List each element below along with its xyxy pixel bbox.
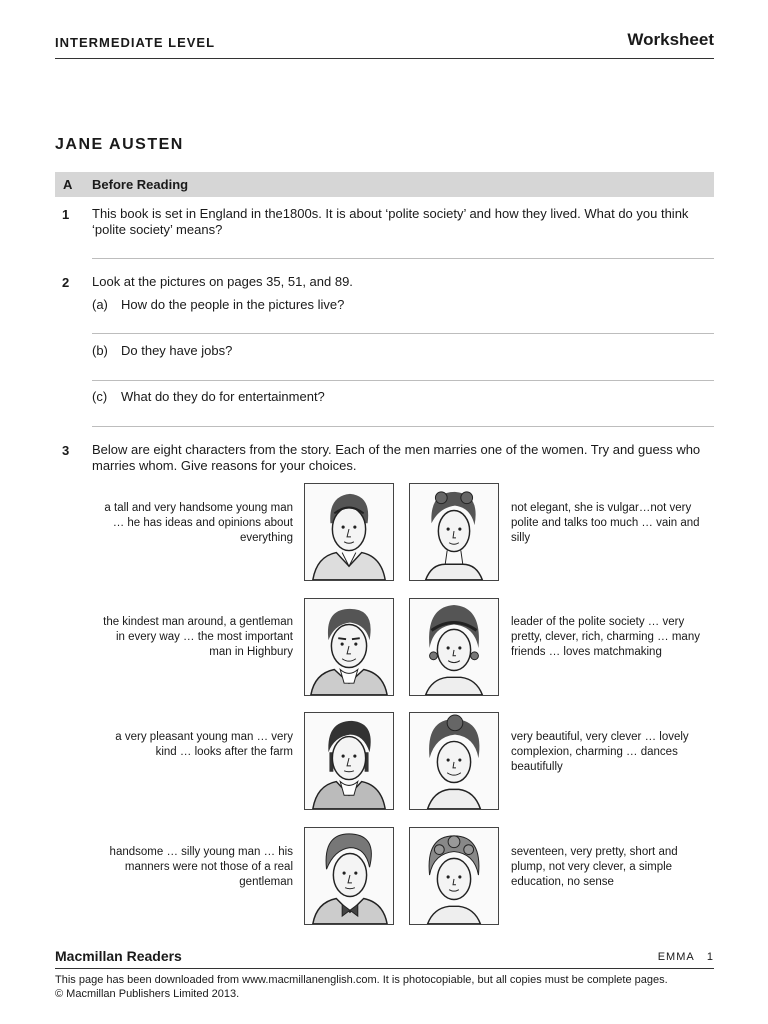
woman-portrait-icon [410,599,498,695]
man-portrait-icon [305,484,393,580]
page-number: 1 [706,951,714,963]
question-1-number: 1 [62,207,70,222]
woman-3-description: very beautiful, very clever … lovely complexion, charming … dances beautifully [511,731,689,773]
page-header [55,28,714,59]
question-2c-label: (c) [92,389,108,404]
woman-portrait-icon [410,484,498,580]
man-portrait-4 [304,827,394,925]
man-portrait-3 [304,712,394,810]
answer-line[interactable] [92,258,714,259]
question-1-text: This book is set in England in the1800s. It is about ‘polite society’ and how they lived. What do you think ‘polite society’ means? [92,206,689,237]
copyright-notice: © Macmillan Publishers Limited 2013. [55,988,240,1000]
footer-note [55,973,725,1001]
man-portrait-1 [304,483,394,581]
footer-divider [55,968,714,969]
answer-line[interactable] [92,333,714,334]
question-3-number: 3 [62,443,70,458]
question-2a-text: How do the people in the pictures live? [121,297,345,312]
page-title: JANE AUSTEN [55,136,184,153]
woman-portrait-1 [409,483,499,581]
question-2-text: Look at the pictures on pages 35, 51, and 89. [92,274,353,289]
section-letter: A [63,177,73,192]
man-portrait-2 [304,598,394,696]
question-3-text: Below are eight characters from the story. Each of the men marries one of the women. Try and guess who marries whom. Give reasons for your choices. [92,442,701,473]
level-label: INTERMEDIATE LEVEL [55,35,216,50]
man-portrait-icon [305,828,393,924]
man-4-description: handsome … silly young man … his manners were not those of a real gentleman [109,846,293,888]
download-notice: This page has been downloaded from www.macmillanenglish.com. It is photocopiable, but all copies must be complete pages. [55,974,668,986]
question-2b-label: (b) [92,343,108,358]
answer-line[interactable] [92,426,714,427]
woman-portrait-4 [409,827,499,925]
man-3-description: a very pleasant young man … very kind … looks after the farm [115,731,293,758]
woman-portrait-2 [409,598,499,696]
question-2b-text: Do they have jobs? [121,343,233,358]
woman-1-description: not elegant, she is vulgar…not very polite and talks too much … vain and silly [511,502,700,544]
woman-4-description: seventeen, very pretty, short and plump, not very clever, a simple education, no sense [511,846,678,888]
book-title: EMMA [657,951,695,963]
publisher-brand: Macmillan Readers [55,948,182,964]
man-1-description: a tall and very handsome young man … he has ideas and opinions about everything [104,502,293,544]
answer-line[interactable] [92,380,714,381]
man-portrait-icon [305,599,393,695]
worksheet-label: Worksheet [627,30,714,49]
woman-2-description: leader of the polite society … very pretty, clever, rich, charming … many friends … loves matchmaking [511,616,700,658]
man-2-description: the kindest man around, a gentleman in every way … the most important man in Highbury [103,616,293,658]
section-name: Before Reading [92,177,189,192]
woman-portrait-3 [409,712,499,810]
woman-portrait-icon [410,828,498,924]
question-2c-text: What do they do for entertainment? [121,389,325,404]
question-2a-label: (a) [92,297,108,312]
man-portrait-icon [305,713,393,809]
woman-portrait-icon [410,713,498,809]
section-header [55,172,714,197]
page-reference [658,951,714,963]
question-2-number: 2 [62,275,70,290]
